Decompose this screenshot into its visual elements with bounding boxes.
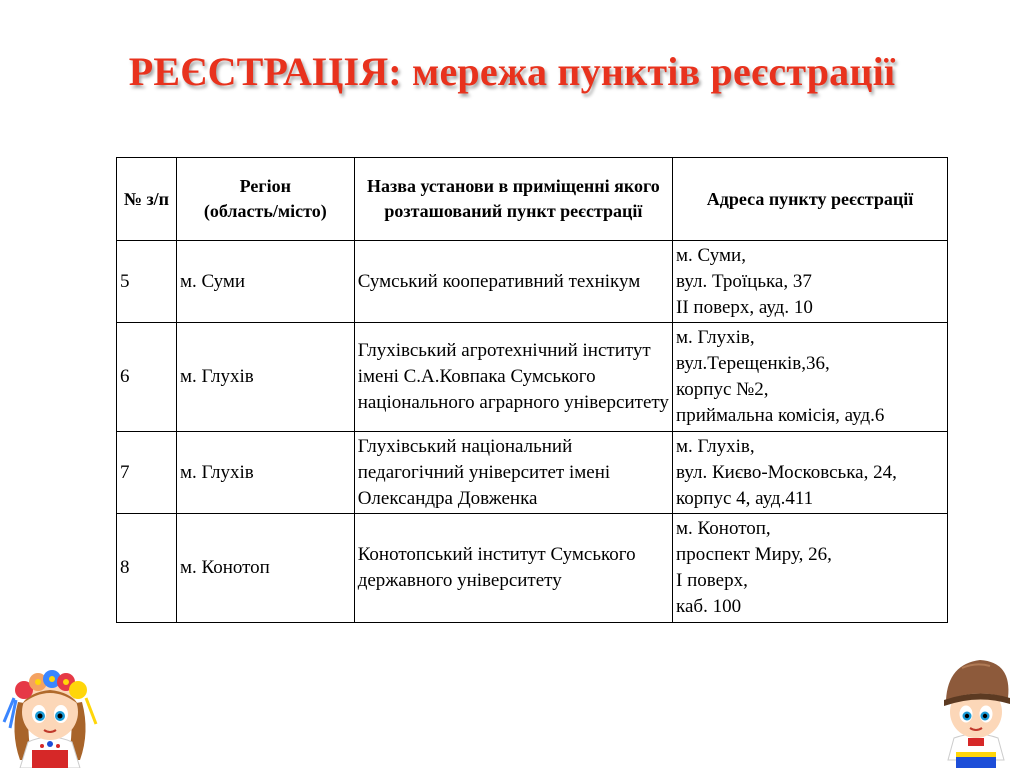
cell-address: м. Конотоп, проспект Миру, 26, І поверх, каб. 100	[673, 514, 948, 623]
header-number: № з/п	[117, 158, 177, 241]
table-row	[117, 241, 948, 323]
cell-address: м. Суми, вул. Троїцька, 37 ІІ поверх, ауд. 10	[673, 241, 948, 323]
ukrainian-boy-cartoon-icon	[928, 640, 1024, 768]
cell-region: м. Глухів	[176, 323, 354, 432]
cell-institution: Конотопський інститут Сумського державного університету	[354, 514, 672, 623]
table-row	[117, 432, 948, 514]
table-row	[117, 323, 948, 432]
cell-region: м. Суми	[176, 241, 354, 323]
table-row	[117, 514, 948, 623]
cell-address: м. Глухів, вул.Терещенків,36, корпус №2, приймальна комісія, ауд.6	[673, 323, 948, 432]
cell-number: 5	[117, 241, 177, 323]
cell-number: 6	[117, 323, 177, 432]
cell-number: 7	[117, 432, 177, 514]
cell-institution: Глухівський агротехнічний інститут імені С.А.Ковпака Сумського національного аграрного університету	[354, 323, 672, 432]
table-header-row	[117, 158, 948, 241]
ukrainian-girl-cartoon-icon	[0, 642, 100, 768]
header-region: Регіон (область/місто)	[176, 158, 354, 241]
cell-address: м. Глухів, вул. Києво-Московська, 24, корпус 4, ауд.411	[673, 432, 948, 514]
cell-number: 8	[117, 514, 177, 623]
registration-points-table	[116, 157, 948, 623]
cell-institution: Сумський кооперативний технікум	[354, 241, 672, 323]
header-address: Адреса пункту реєстрації	[673, 158, 948, 241]
cell-institution: Глухівський національний педагогічний університет імені Олександра Довженка	[354, 432, 672, 514]
header-institution: Назва установи в приміщенні якого розташований пункт реєстрації	[354, 158, 672, 241]
cell-region: м. Конотоп	[176, 514, 354, 623]
slide-title: РЕЄСТРАЦІЯ: мережа пунктів реєстрації	[128, 49, 896, 94]
cell-region: м. Глухів	[176, 432, 354, 514]
